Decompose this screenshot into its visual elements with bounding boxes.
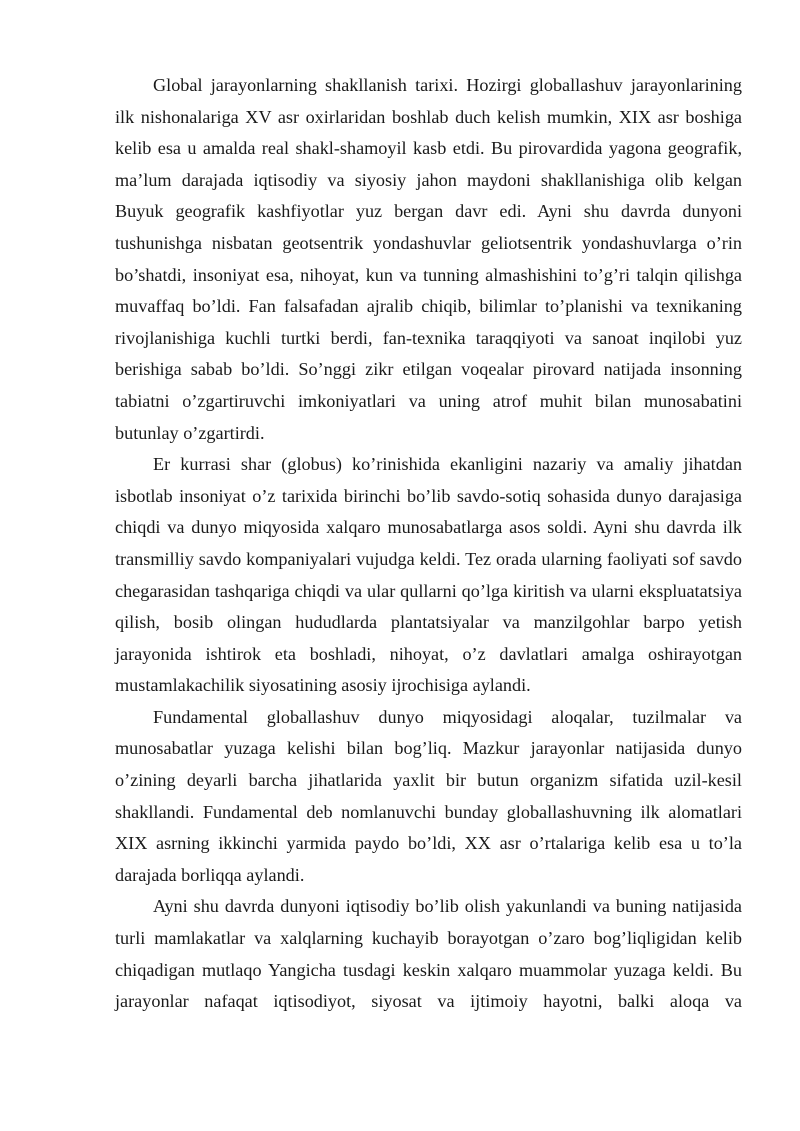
paragraph-earth-globe: Er kurrasi shar (globus) ko’rinishida ekanligini nazariy va amaliy jihatdan isbotlab insoniyat o’z tarixida birinchi bo’lib savdo-sotiq sohasida dunyo darajasiga chiqdi va dunyo miqyosida xalqaro munosabatlarga asos soldi. Ayni shu davrda ilk transmilliy savdo kompaniyalari vujudga keldi. Tez orada ularning faoliyati sof savdo chegarasidan tashqariga chiqdi va ular qullarni qo’lga kiritish va ularni ekspluatatsiya qilish, bosib olingan hududlarda plantatsiyalar va manzilgohlar barpo yetish jarayonida ishtirok eta boshladi, nihoyat, o’z davlatlari amalga oshirayotgan mustamlakachilik siyosatining asosiy ijrochisiga aylandi. xyxy=(115,454,742,696)
paragraph-economic-division: Ayni shu davrda dunyoni iqtisodiy bo’lib olish yakunlandi va buning natijasida turli mamlakatlar va xalqlarning kuchayib borayotgan o’zaro bog’liqligidan kelib chiqadigan mutlaqo Yangicha tusdagi keskin xalqaro muammolar yuzaga keldi. Bu jarayonlar nafaqat iqtisodiyot, siyosat va ijtimoiy hayotni, balki aloqa va xyxy=(115,896,742,1012)
paragraph-fundamental-globalization: Fundamental globallashuv dunyo miqyosidagi aloqalar, tuzilmalar va munosabatlar yuzaga kelishi bilan bog’liq. Mazkur jarayonlar natijasida dunyo o’zining deyarli barcha jihatlarida yaxlit bir butun organizm sifatida uzil-kesil shakllandi. Fundamental deb nomlanuvchi bunday globallashuvning ilk alomatlari XIX asrning ikkinchi yarmida paydo bo’ldi, XX asr o’rtalariga kelib esa u to’la darajada borliqqa aylandi. xyxy=(115,706,742,885)
paragraph-global-history: Global jarayonlarning shakllanish tarixi. Hozirgi globallashuv jarayonlarining ilk nishonalariga XV asr oxirlaridan boshlab duch kelish mumkin, XIX asr boshiga kelib esa u amalda real shakl-shamoyil kasb etdi. Bu pirovardida yagona geografik, ma’lum darajada iqtisodiy va siyosiy jahon maydoni shakllanishiga olib kelgan Buyuk geografik kashfiyotlar yuz bergan davr edi. Ayni shu davrda dunyoni tushunishga nisbatan geotsentrik yondashuvlar geliotsentrik yondashuvlarga o’rin bo’shatdi, insoniyat esa, nihoyat, kun va tunning almashishini to’g’ri talqin qilishga muvaffaq bo’ldi. Fan falsafadan ajralib chiqib, bilimlar to’planishi va texnikaning rivojlanishiga kuchli turtki berdi, fan-texnika taraqqiyoti va sanoat inqilobi yuz berishiga sabab bo’ldi. So’nggi zikr etilgan voqealar pirovard natijada insonning tabiatni o’zgartiruvchi imkoniyatlari va uning atrof muhit bilan munosabatini butunlay o’zgartirdi. xyxy=(115,75,742,443)
body-text xyxy=(115,70,742,1018)
